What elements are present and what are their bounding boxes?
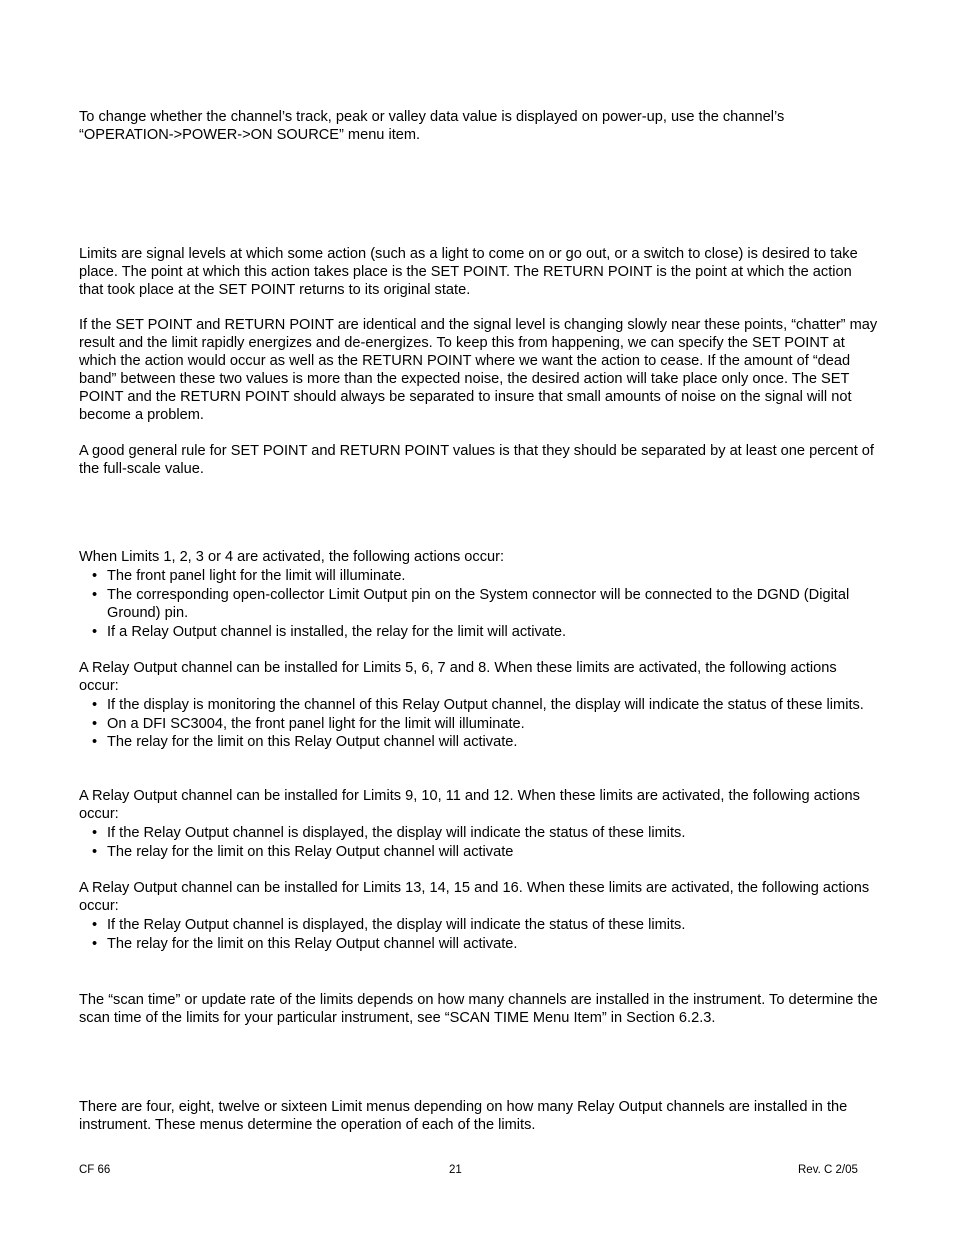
limits-13-16-list bbox=[79, 916, 879, 953]
chatter-paragraph: If the SET POINT and RETURN POINT are identical and the signal level is changing slowly near these points, “chatter” may result and the limit rapidly energizes and de-energizes. To keep this from happening, we can specify the SET POINT at which the action would occur as well as the RETURN POINT where we want the action to cease. If the amount of “dead band” between these two values is more than the expected noise, the desired action will take place only once. The SET POINT and the RETURN POINT should always be separated to insure that small amounts of noise on the signal will not become a problem. bbox=[79, 317, 878, 423]
list-item: • If the display is monitoring the channel of this Relay Output channel, the display will indicate the status of these limits. bbox=[79, 696, 879, 715]
limits-1-4-intro: When Limits 1, 2, 3 or 4 are activated, the following actions occur: bbox=[79, 549, 505, 565]
footer-page-number: 21 bbox=[449, 1164, 462, 1176]
list-item: • If a Relay Output channel is installed, the relay for the limit will activate. bbox=[79, 623, 879, 642]
limits-13-16-intro: A Relay Output channel can be installed for Limits 13, 14, 15 and 16. When these limits are activated, the following actions occur: bbox=[79, 880, 870, 914]
list-item: • On a DFI SC3004, the front panel light for the limit will illuminate. bbox=[79, 715, 879, 734]
limits-definition-paragraph: Limits are signal levels at which some action (such as a light to come on or go out, or a switch to close) is desired to take place. The point at which this action takes place is the SET POINT. The RETURN POINT is the point at which the action that took place at the SET POINT returns to its original state. bbox=[79, 246, 858, 298]
power-on-source-paragraph: To change whether the channel’s track, peak or valley data value is displayed on power-up, use the channel’s “OPERATION->POWER->ON SOURCE” menu item. bbox=[79, 109, 785, 143]
limits-5-8-list bbox=[79, 696, 879, 752]
footer-revision: Rev. C 2/05 bbox=[798, 1164, 858, 1176]
scan-time-paragraph: The “scan time” or update rate of the limits depends on how many channels are installed in the instrument. To determine the scan time of the limits for your particular instrument, see “SCAN TIME Menu Item” in Section 6.2.3. bbox=[79, 992, 878, 1026]
general-rule-paragraph: A good general rule for SET POINT and RETURN POINT values is that they should be separated by at least one percent of the full-scale value. bbox=[79, 443, 874, 477]
limits-9-12-intro: A Relay Output channel can be installed for Limits 9, 10, 11 and 12. When these limits are activated, the following actions occur: bbox=[79, 788, 860, 822]
list-item: • If the Relay Output channel is displayed, the display will indicate the status of these limits. bbox=[79, 916, 879, 935]
list-item: • The relay for the limit on this Relay Output channel will activate bbox=[79, 843, 879, 862]
limit-menus-paragraph: There are four, eight, twelve or sixteen Limit menus depending on how many Relay Output channels are installed in the instrument. These menus determine the operation of each of the limits. bbox=[79, 1099, 848, 1133]
list-item: • The front panel light for the limit will illuminate. bbox=[79, 567, 879, 586]
list-item: • If the Relay Output channel is displayed, the display will indicate the status of these limits. bbox=[79, 824, 879, 843]
limits-1-4-list bbox=[79, 567, 879, 641]
limits-9-12-list bbox=[79, 824, 879, 861]
list-item: • The relay for the limit on this Relay Output channel will activate. bbox=[79, 935, 879, 954]
list-item: • The corresponding open-collector Limit Output pin on the System connector will be connected to the DGND (Digital Ground) pin. bbox=[79, 586, 879, 623]
limits-5-8-intro: A Relay Output channel can be installed for Limits 5, 6, 7 and 8. When these limits are activated, the following actions occur: bbox=[79, 660, 837, 694]
list-item: • The relay for the limit on this Relay Output channel will activate. bbox=[79, 733, 879, 752]
footer-document-id: CF 66 bbox=[79, 1164, 111, 1176]
